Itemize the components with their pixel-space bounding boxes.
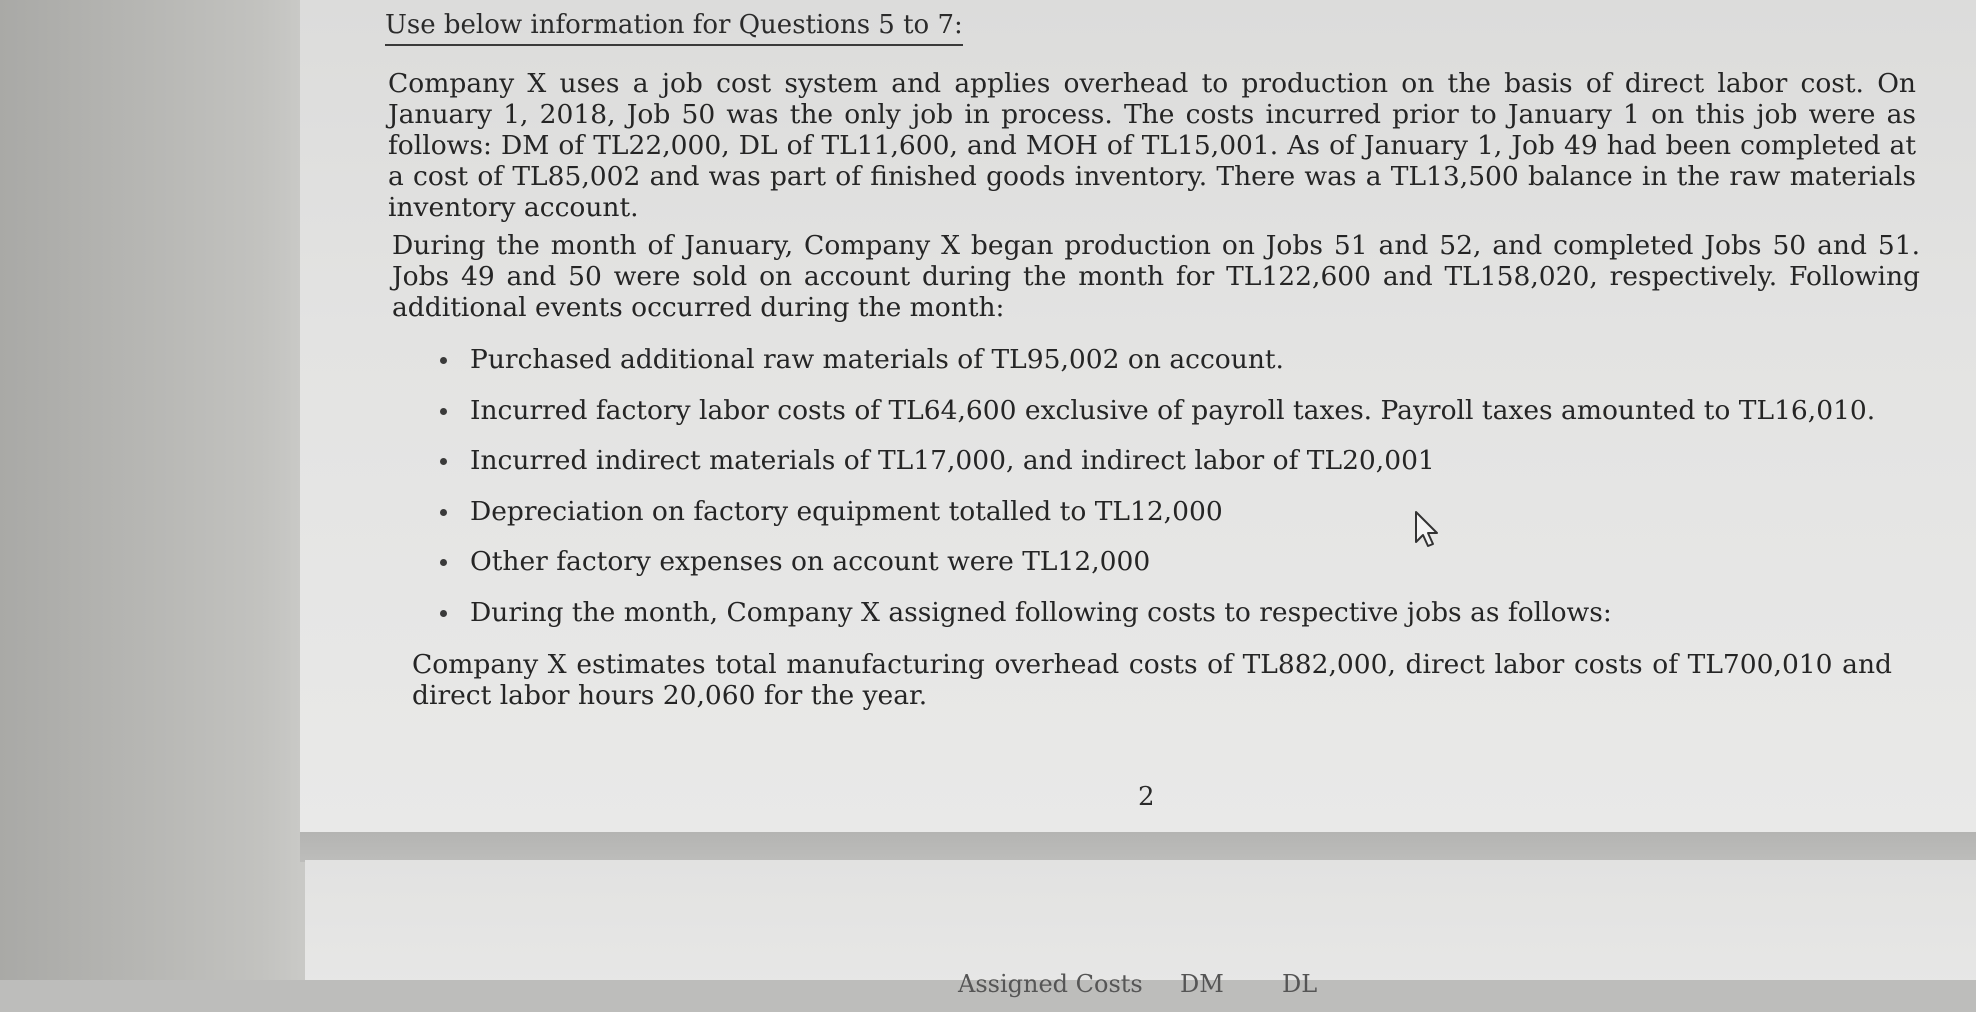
list-item-text: Other factory expenses on account were TL12,000 [470,546,1151,577]
bullet-icon [440,509,447,516]
bullet-icon [440,458,447,465]
list-item-text: Incurred factory labor costs of TL64,600 exclusive of payroll taxes. Payroll taxes amounted to TL16,010. [470,394,1876,426]
bullet-icon [440,408,447,415]
cut-table-header-dm [1180,970,1224,982]
bullet-icon [440,357,447,364]
page-number: 2 [1138,782,1155,812]
section-heading: Use below information for Questions 5 to 7: [385,10,963,46]
intro-paragraph: Company X uses a job cost system and applies overhead to production on the basis of direct labor cost. On January 1, 2018, Job 50 was the only job in process. The costs incurred prior to January 1 on this job were as follows: DM of TL22,000, DL of TL11,600, and MOH of TL15,001. As of January 1, Job 49 had been completed at a cost of TL85,002 and was part of finished goods inventory. There was a TL13,500 balance in the raw materials inventory account. [388,68,1916,223]
cut-table-header-dl [1282,970,1317,982]
page-gap [300,832,1976,862]
mouse-pointer-icon [1413,509,1439,549]
bullet-icon [440,610,447,617]
events-paragraph: During the month of January, Company X began production on Jobs 51 and 52, and completed Jobs 50 and 51. Jobs 49 and 50 were sold on account during the month for TL122,600 and TL158,020, respectively. Following additional events occurred during the month: [392,230,1920,323]
bullet-icon [440,559,447,566]
list-item-text: Purchased additional raw materials of TL95,002 on account. [470,344,1284,375]
list-item [440,446,1860,497]
list-item-text: Incurred indirect materials of TL17,000, and indirect labor of TL20,001 [470,445,1435,476]
list-item [440,547,1860,598]
list-item [440,345,1860,396]
estimates-paragraph: Company X estimates total manufacturing overhead costs of TL882,000, direct labor costs of TL700,010 and direct labor hours 20,060 for the year. [412,649,1892,711]
events-list [440,344,1876,648]
list-item [440,394,1876,447]
cut-table-header-assigned-costs [958,970,1143,982]
list-item-text: During the month, Company X assigned following costs to respective jobs as follows: [470,596,1612,628]
list-item-text: Depreciation on factory equipment totalled to TL12,000 [470,495,1223,527]
list-item [440,598,1860,649]
list-item [440,497,1860,548]
